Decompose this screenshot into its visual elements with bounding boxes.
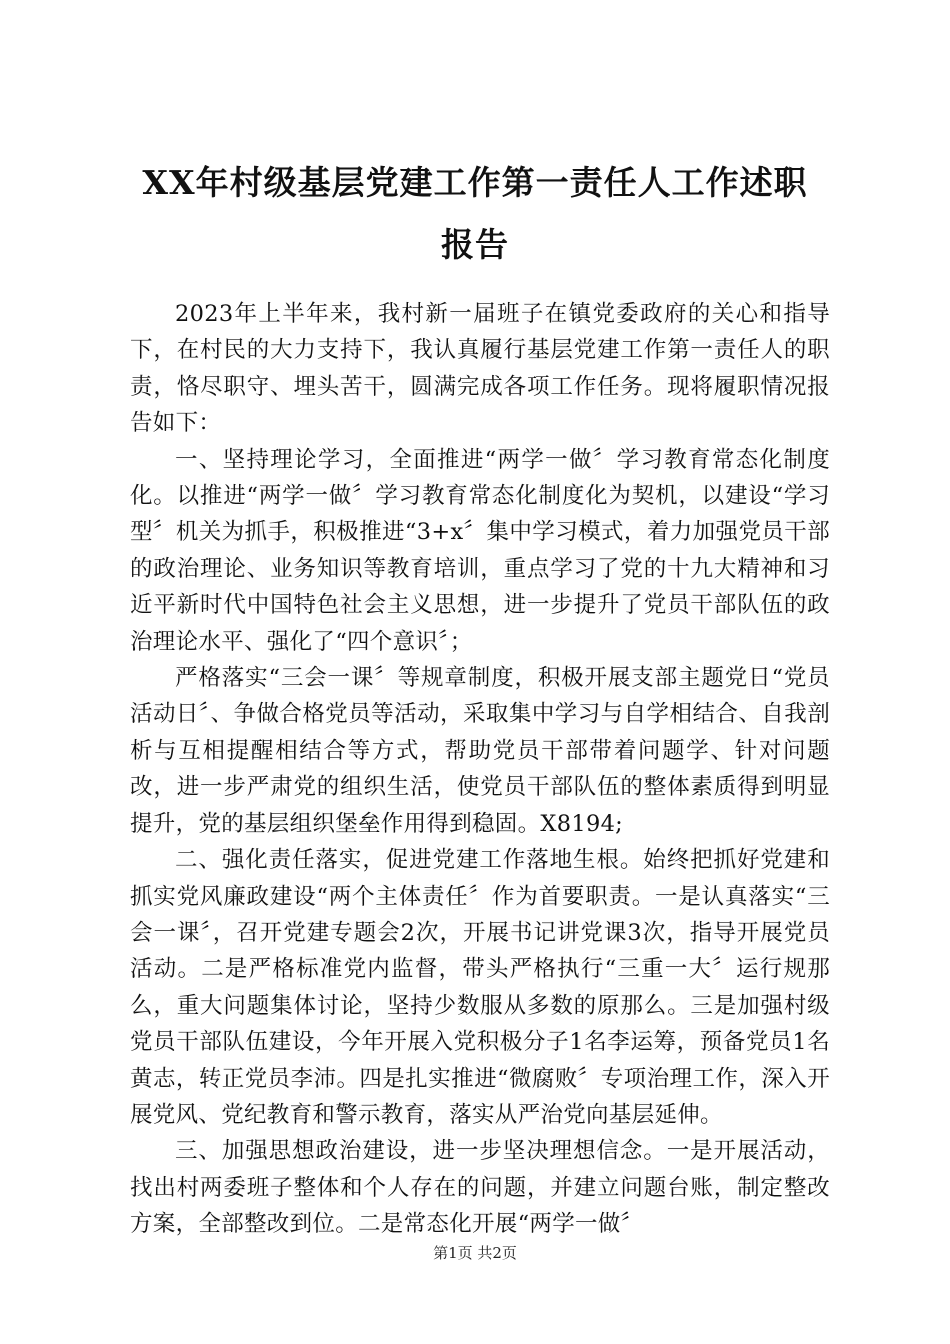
paragraph-section-1: 一、坚持理论学习，全面推进“两学一做〞学习教育常态化制度化。以推进“两学一做〞学习教育常态化制度化为契机，以建设“学习型〞机关为抓手，积极推进“3+x〞集中学习模式，着力加强党员干部的政治理论、业务知识等教育培训，重点学习了党的十九大精神和习近平新时代中国特色社会主义思想，进一步提升了党员干部队伍的政治理论水平、强化了“四个意识〞；	[130, 446, 830, 655]
paragraph-section-2: 二、强化责任落实，促进党建工作落地生根。始终把抓好党建和抓实党风廉政建设“两个主体责任〞作为首要职责。一是认真落实“三会一课〞，召开党建专题会2次，开展书记讲党课3次，指导开展党员活动。二是严格标准党内监督，带头严格执行“三重一大〞运行规那么，重大问题集体讨论，坚持少数服从多数的原那么。三是加强村级党员干部队伍建设，今年开展入党积极分子1名李运筹，预备党员1名黄志，转正党员李沛。四是扎实推进“微腐败〞专项治理工作，深入开展党风、党纪教育和警示教育，落实从严治党向基层延伸。	[130, 847, 830, 1128]
document-body	[130, 296, 830, 1243]
document-title-line-2: 报告	[441, 225, 509, 264]
document-title-line-1: XX年村级基层党建工作第一责任人工作述职	[142, 163, 808, 202]
paragraph-section-3: 三、加强思想政治建设，进一步坚决理想信念。一是开展活动，找出村两委班子整体和个人存在的问题，并建立问题台账，制定整改方案，全部整改到位。二是常态化开展“两学一做〞	[130, 1138, 830, 1238]
paragraph-intro: 2023年上半年来，我村新一届班子在镇党委政府的关心和指导下，在村民的大力支持下，我认真履行基层党建工作第一责任人的职责，恪尽职守、埋头苦干，圆满完成各项工作任务。现将履职情况报告如下：	[130, 301, 830, 437]
page-footer: 第1页 共2页	[433, 1244, 517, 1262]
paragraph-section-1-cont: 严格落实“三会一课〞等规章制度，积极开展支部主题党日“党员活动日〞、争做合格党员等活动，采取集中学习与自学相结合、自我剖析与互相提醒相结合等方式，帮助党员干部带着问题学、针对问题改，进一步严肃党的组织生活，使党员干部队伍的整体素质得到明显提升，党的基层组织堡垒作用得到稳固。X8194;	[130, 665, 830, 837]
